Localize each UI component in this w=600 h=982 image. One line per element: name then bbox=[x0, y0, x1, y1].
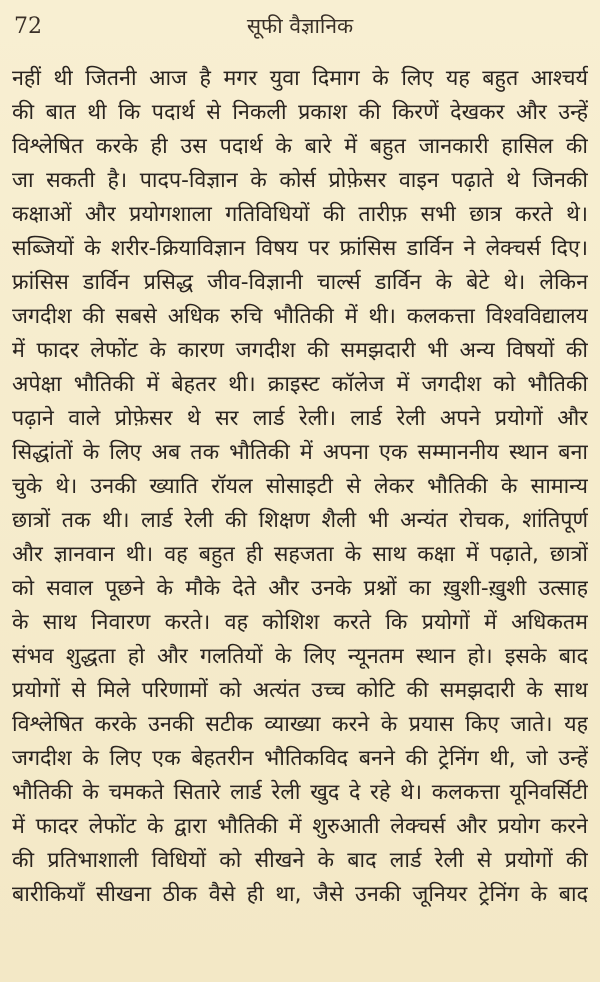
text-line: संभव शुद्धता हो और गलतियों के लिए न्यूनतम स्थान हो। इसके बाद bbox=[12, 644, 588, 669]
text-line: की प्रतिभाशाली विधियों को सीखने के बाद लार्ड रेली से प्रयोगों की bbox=[12, 848, 588, 873]
text-line: सिद्धांतों के लिए अब तक भौतिकी में अपना एक सम्माननीय स्थान बना bbox=[12, 440, 588, 465]
text-line: पढ़ाने वाले प्रोफ़ेसर थे सर लार्ड रेली। लार्ड रेली अपने प्रयोगों और bbox=[12, 406, 588, 431]
text-line: में फादर लेफोंट के द्वारा भौतिकी में शुरुआती लेक्चर्स और प्रयोग करने bbox=[12, 814, 588, 839]
text-line: विश्लेषित करके ही उस पदार्थ के बारे में बहुत जानकारी हासिल की bbox=[12, 134, 588, 159]
page-header bbox=[12, 10, 588, 46]
text-line: प्रयोगों से मिले परिणामों को अत्यंत उच्च कोटि की समझदारी के साथ bbox=[12, 678, 588, 703]
text-line: भौतिकी के चमकते सितारे लार्ड रेली खुद दे रहे थे। कलकत्ता यूनिवर्सिटी bbox=[12, 780, 588, 805]
text-line: जगदीश के लिए एक बेहतरीन भौतिकविद बनने की ट्रेनिंग थी, जो उन्हें bbox=[12, 746, 588, 771]
running-title: सूफी वैज्ञानिक bbox=[246, 14, 354, 38]
text-line: जगदीश की सबसे अधिक रुचि भौतिकी में थी। कलकत्ता विश्वविद्यालय bbox=[12, 304, 588, 329]
text-line: विश्लेषित करके उनकी सटीक व्याख्या करने के प्रयास किए जाते। यह bbox=[12, 712, 588, 737]
text-line: फ्रांसिस डार्विन प्रसिद्ध जीव-विज्ञानी चार्ल्स डार्विन के बेटे थे। लेकिन bbox=[12, 270, 588, 295]
text-line: बारीकियाँ सीखना ठीक वैसे ही था, जैसे उनकी जूनियर ट्रेनिंग के बाद bbox=[12, 882, 588, 907]
text-line: के साथ निवारण करते। वह कोशिश करते कि प्रयोगों में अधिकतम bbox=[12, 610, 588, 635]
text-line: अपेक्षा भौतिकी में बेहतर थी। क्राइस्ट कॉलेज में जगदीश को भौतिकी bbox=[12, 372, 588, 397]
text-line: की बात थी कि पदार्थ से निकली प्रकाश की किरणें देखकर और उन्हें bbox=[12, 100, 588, 125]
text-line: में फादर लेफोंट के कारण जगदीश की समझदारी भी अन्य विषयों की bbox=[12, 338, 588, 363]
page-number: 72 bbox=[14, 14, 42, 39]
text-line: नहीं थी जितनी आज है मगर युवा दिमाग के लिए यह बहुत आश्चर्य bbox=[12, 66, 588, 91]
text-line: छात्रों तक थी। लार्ड रेली की शिक्षण शैली भी अन्यंत रोचक, शांतिपूर्ण bbox=[12, 508, 588, 533]
text-line: को सवाल पूछने के मौके देते और उनके प्रश्नों का ख़ुशी-ख़ुशी उत्साह bbox=[12, 576, 588, 601]
text-line: और ज्ञानवान थी। वह बहुत ही सहजता के साथ कक्षा में पढ़ाते, छात्रों bbox=[12, 542, 588, 567]
body-paragraph bbox=[12, 62, 588, 912]
text-line: कक्षाओं और प्रयोगशाला गतिविधियों की तारीफ़ सभी छात्र करते थे। bbox=[12, 202, 588, 227]
text-line: सब्जियों के शरीर-क्रियाविज्ञान विषय पर फ्रांसिस डार्विन ने लेक्चर्स दिए। bbox=[12, 236, 588, 261]
text-line: चुके थे। उनकी ख्याति रॉयल सोसाइटी से लेकर भौतिकी के सामान्य bbox=[12, 474, 588, 499]
text-line: जा सकती है। पादप-विज्ञान के कोर्स प्रोफ़ेसर वाइन पढ़ाते थे जिनकी bbox=[12, 168, 588, 193]
